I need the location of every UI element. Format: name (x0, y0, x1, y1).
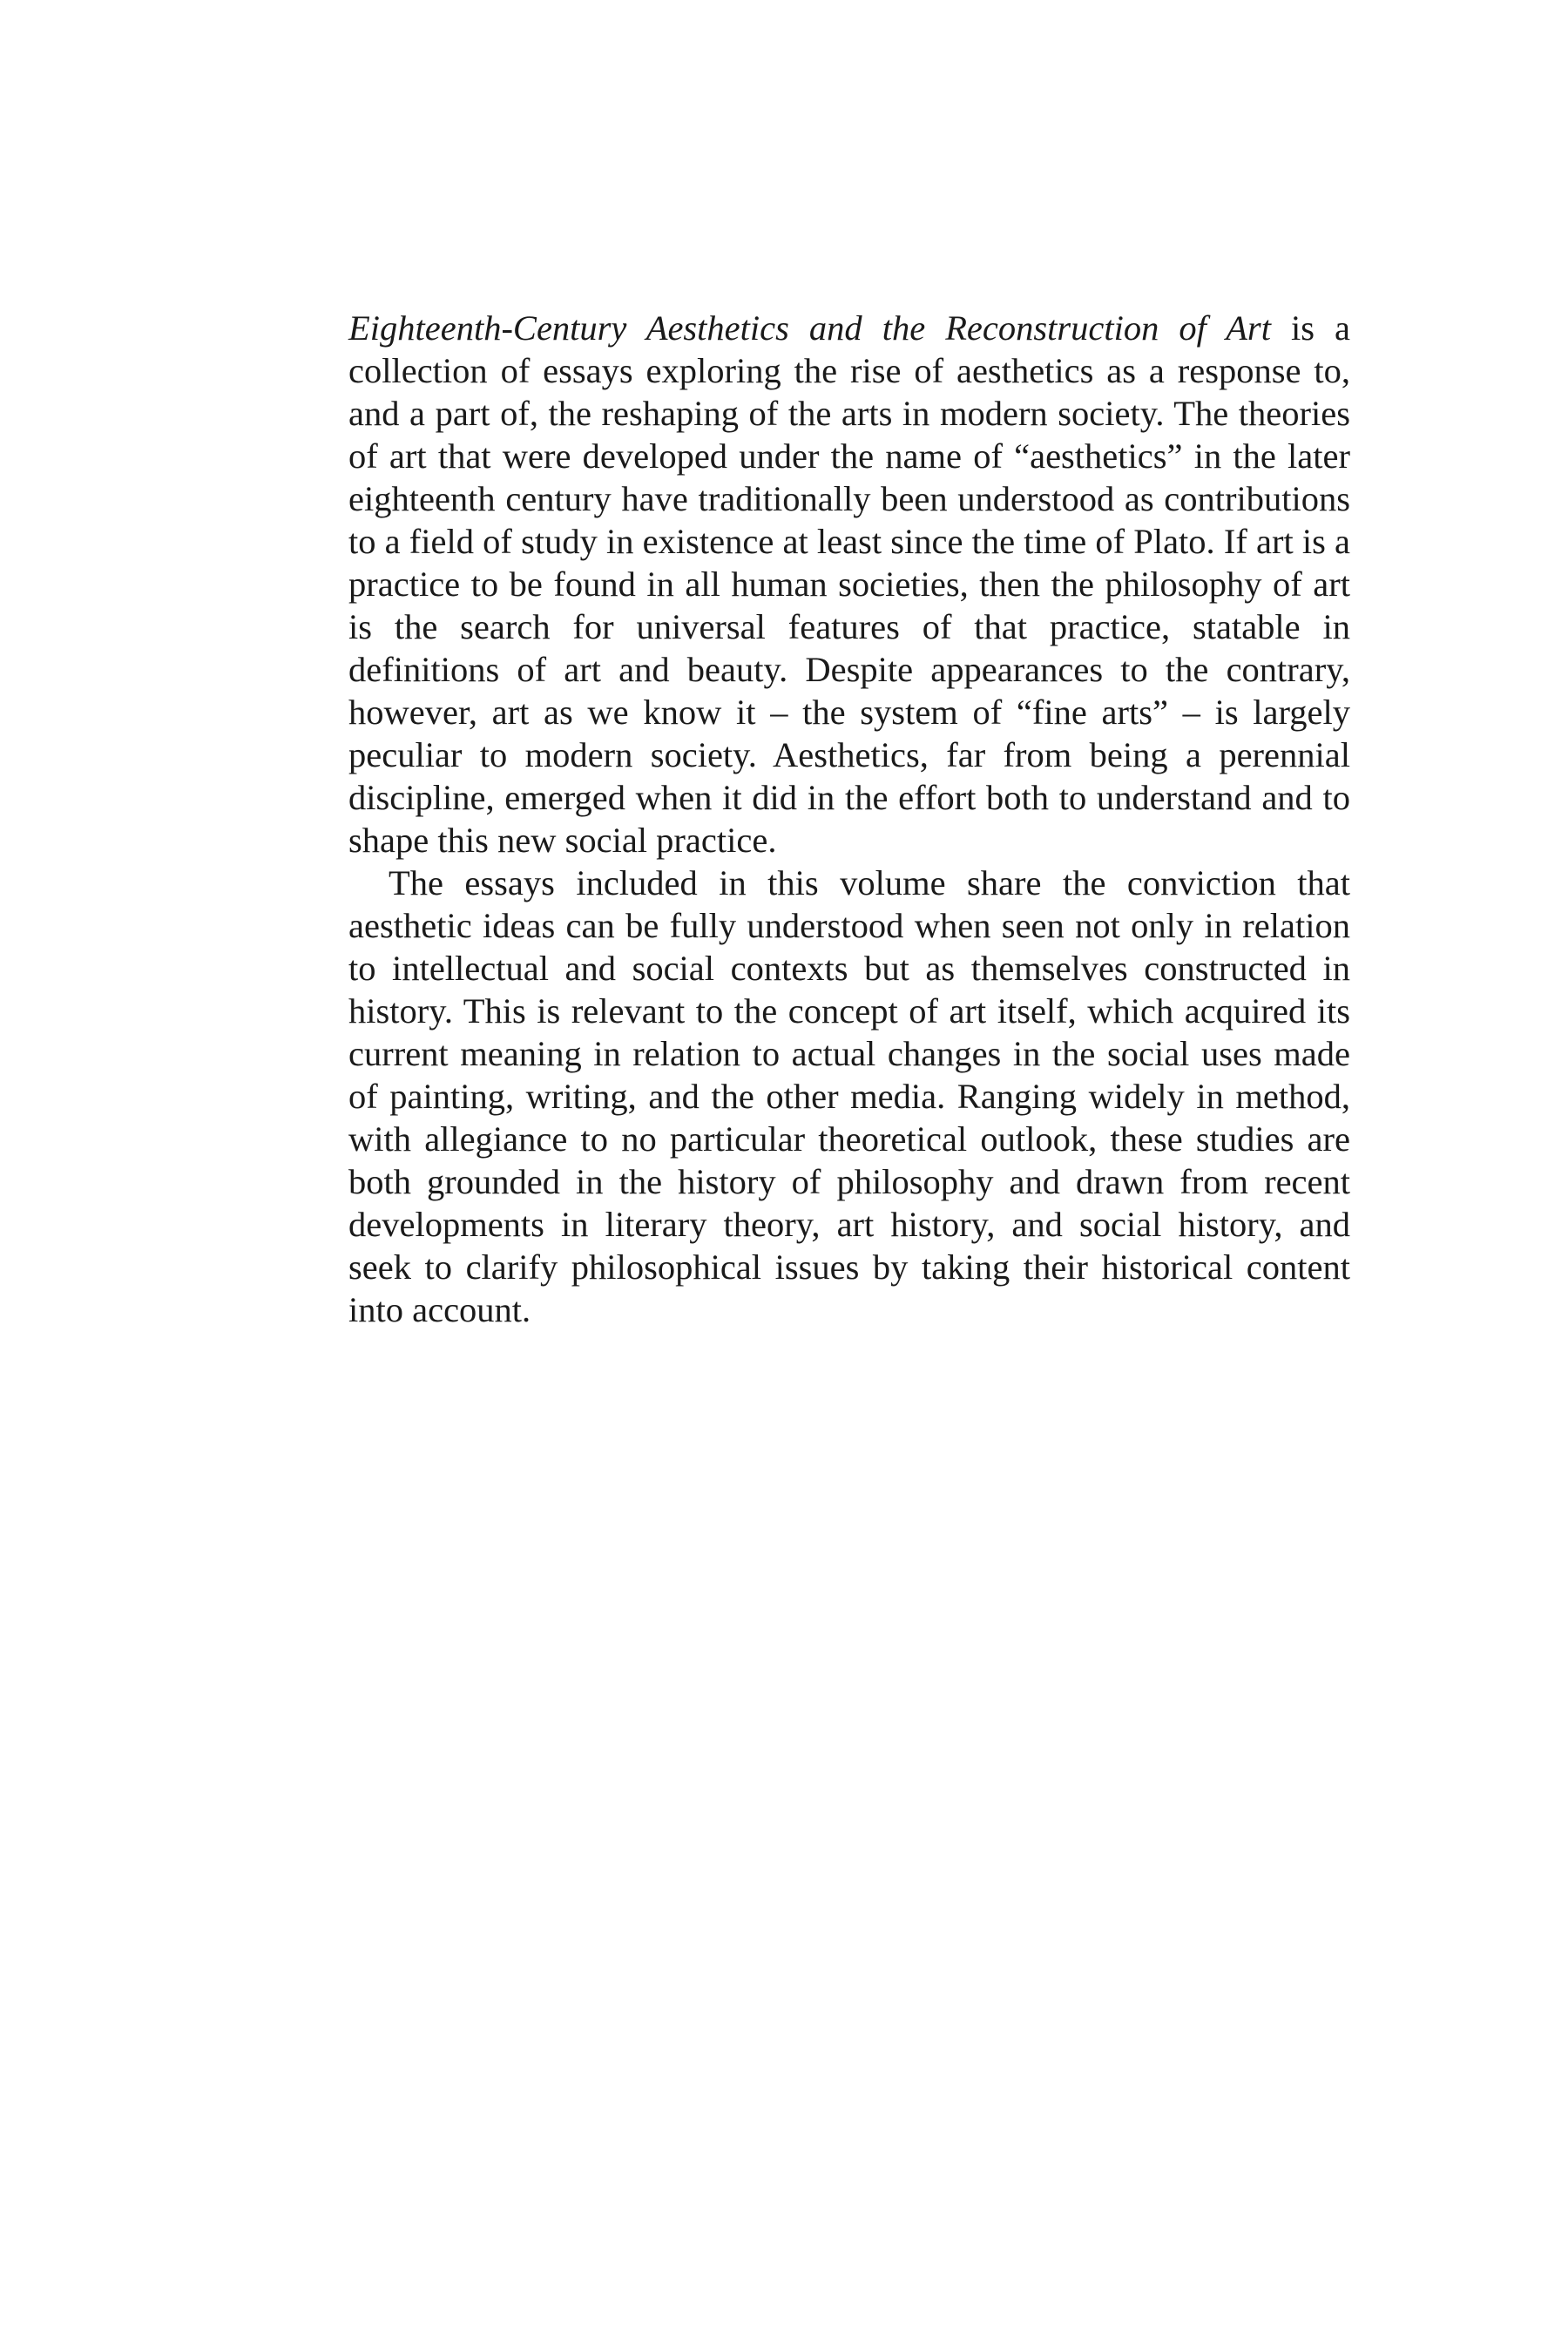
blurb-text (348, 307, 1350, 1331)
paragraph-2: The essays included in this volume share the conviction that aesthetic ideas can be fully understood when seen not only in relation to intellectual and social contexts but as themselves constructed in history. This is relevant to the concept of art itself, which acquired its current meaning in relation to actual changes in the social uses made of painting, writing, and the other media. Ranging widely in method, with allegiance to no particular theoretical outlook, these studies are both grounded in the history of philosophy and drawn from recent developments in literary theory, art history, and social history, and seek to clarify philosophical issues by taking their historical content into account. (348, 863, 1350, 1329)
paragraph-1 (348, 307, 1350, 862)
paragraph-1-text: is a collection of essays exploring the rise of aesthetics as a response to, and a part of, the reshaping of the arts in modern society. The theories of art that were developed under the name of “aesthetics” in the later eighteenth century have traditionally been understood as contributions to a field of study in existence at least since the time of Plato. If art is a practice to be found in all human societies, then the philosophy of art is the search for universal features of that practice, statable in definitions of art and beauty. Despite appearances to the contrary, however, art as we know it – the system of “fine arts” – is largely peculiar to modern society. Aesthetics, far from being a perennial discipline, emerged when it did in the effort both to understand and to shape this new social practice. (348, 308, 1350, 860)
book-title: Eighteenth-Century Aesthetics and the Reconstruction of Art (348, 308, 1271, 348)
